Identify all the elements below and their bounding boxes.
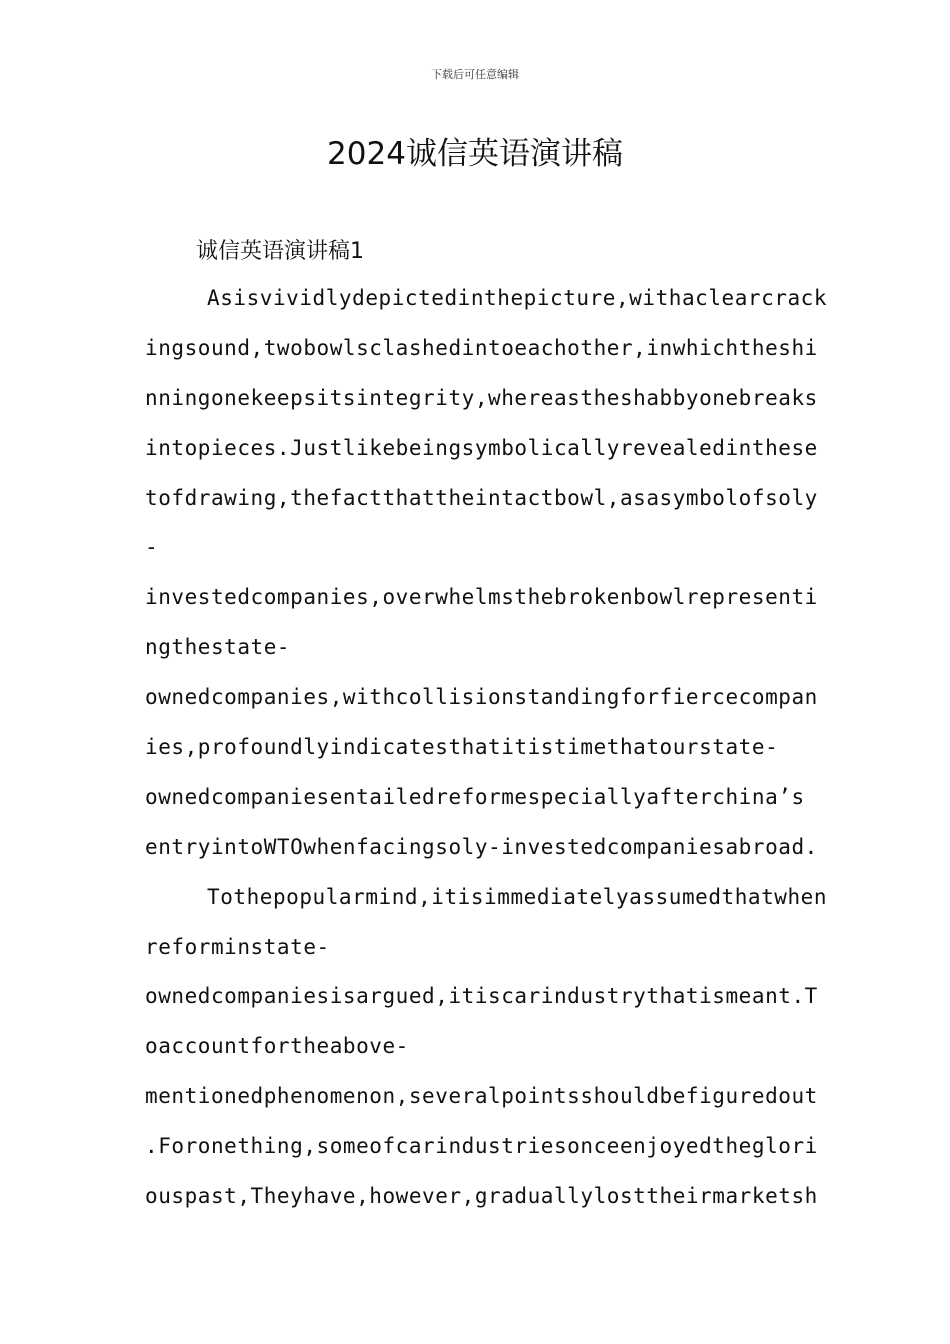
body-line: ownedcompanies,withcollisionstandingforfiercecompan [145,685,818,710]
body-line: mentionedphenomenon,severalpointsshouldbefiguredout [145,1084,818,1109]
body-line: investedcompanies,overwhelmsthebrokenbowlrepresenti [145,585,818,610]
body-line: intopieces.Justlikebeingsymbolicallyrevealedinthese [145,435,818,460]
body-line: ies,profoundlyindicatesthatitistimethatourstate- [145,735,779,760]
document-title: 2024诚信英语演讲稿 [327,136,623,172]
body-line: ownedcompaniesisargued,itiscarindustrythatismeant.T [145,984,818,1009]
body-line: Asisvividlydepictedinthepicture,withaclearcrack [207,286,828,310]
body-line: reforminstate- [145,934,330,959]
body-line: ingsound,twobowlsclashedintoeachother,inwhichtheshi [145,335,818,360]
body-line: ouspast,Theyhave,however,graduallylosttheirmarketsh [145,1184,818,1209]
body-line: - [145,535,159,560]
body-line: oaccountfortheabove- [145,1034,409,1059]
body-line: ngthestate- [145,635,291,660]
body-line: nningonekeepsitsintegrity,whereastheshabbyonebreaks [145,385,818,410]
body-line: tofdrawing,thefactthattheintactbowl,asasymbolofsoly [145,485,818,510]
body-text [145,274,828,1222]
page-header-note: 下载后可任意编辑 [431,68,519,81]
body-line: Tothepopularmind,itisimmediatelyassumedthatwhen [207,884,828,909]
body-line: ownedcompaniesentailedreformespeciallyafterchina’s [145,784,805,809]
section-heading: 诚信英语演讲稿1 [196,239,364,264]
body-line: .Foronething,someofcarindustriesonceenjoyedtheglori [145,1134,818,1159]
body-line: entryintoWTOwhenfacingsoly-investedcompaniesabroad. [145,834,818,859]
